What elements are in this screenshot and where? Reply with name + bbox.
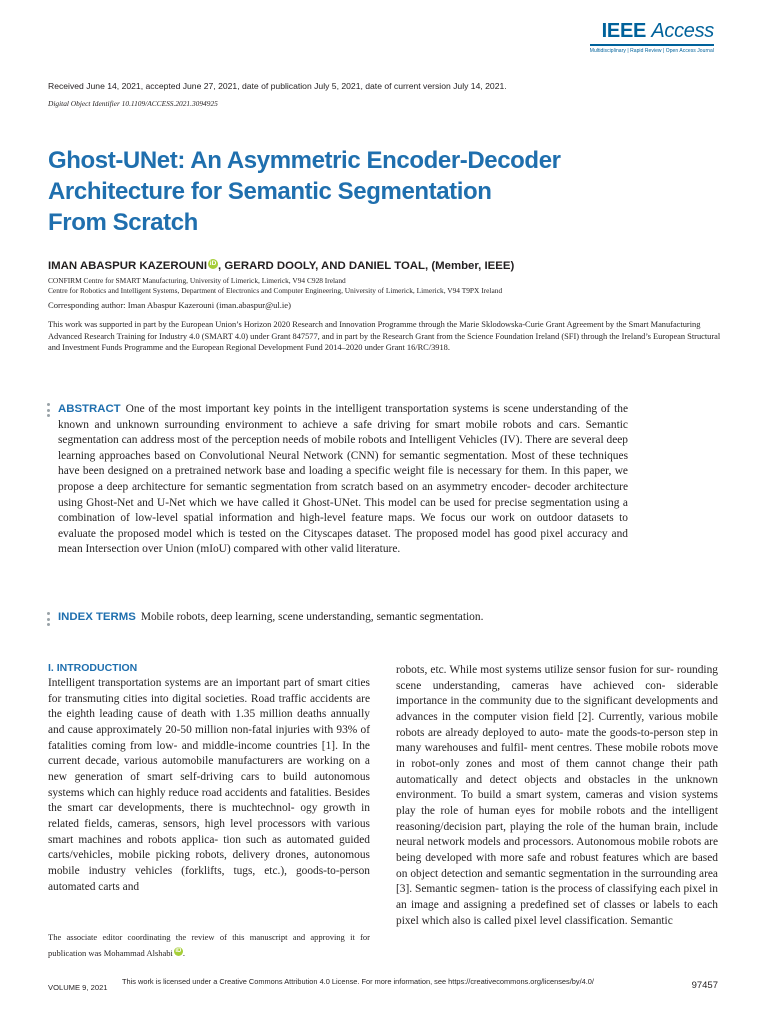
logo-italic: Access — [651, 20, 714, 42]
doi-line: Digital Object Identifier 10.1109/ACCESS.2021.3094925 — [48, 99, 218, 108]
editor-footnote — [48, 930, 370, 961]
paper-title — [48, 145, 688, 238]
title-line-1: Ghost-UNet: An Asymmetric Encoder-Decoder — [48, 147, 561, 174]
first-author: IMAN ABASPUR KAZEROUNI — [48, 260, 208, 272]
index-terms-label: INDEX TERMS — [58, 611, 136, 623]
body-column-right — [396, 663, 718, 929]
intro-paragraph-right: robots, etc. While most systems utilize sensor fusion for sur- rounding scene understanding, cameras have achieved con- siderable importance in the community due to the significant developments and advances in the computer vision field [2]. Currently, various mobile robots are already deployed to auto- mate the goods-to-person step in many warehouses and fulfil- ment centres. These mobile robots move in robot-only zones and most of them cannot change their path automatically and detect objects and obstacles in the unknown environment. To build a smart system, cameras and vision systems play the role of human eyes for mobile robots and the intelligent reasoning/decision part, playing the role of the human brain, include neural network models and processors. Autonomous mobile robots are being developed with more safe and robust features which are based on object detection and semantic segmentation in the surrounding area [3]. Semantic segmen- tation is the process of classifying each pixel in an image and assigning a predefined set of classes or labels to each pixel which also is called pixel level classification. Semantic — [396, 664, 718, 927]
logo-bold: IEEE — [601, 20, 647, 42]
index-terms-marker-icon — [47, 612, 51, 629]
affiliation-1: CONFIRM Centre for SMART Manufacturing, University of Limerick, Limerick, V94 C928 Ireland — [48, 276, 346, 285]
funding-statement: This work was supported in part by the European Union’s Horizon 2020 Research and Innovation Programme through the Marie Sklodowska-Curie Grant Agreement by the Smart Manufacturing Advanced Research Training for Industry 4.0 (SMART 4.0) under Grant 847577, and in part by the Research Grant from the Science Foundation Ireland (SFI) through the Ireland’s European Structural and Investment Funds Programme and the European Regional Development Fund 2014–2020 under Grant 16/RC/3918. — [48, 320, 721, 352]
abstract-text: One of the most important key points in the intelligent transportation systems is scene understanding of the known and unknown surrounding environment to achieve a safe driving for smart mobile robots and cars. Semantic segmentation can address most of the perception needs of mobile robots and Intelligent Vehicles (IV). There are several deep learning approaches based on Convolutional Neural Network (CNN) for semantic segmentation. Most of these techniques have been designed on a pretrained network base and loading a specific weight file is necessary for them. In this paper, we propose a deep architecture for semantic segmentation from scratch based on an asymmetry encoder- decoder architecture using Ghost-Net and U-Net which we have called it Ghost-UNet. This model can be used for precise segmentation using a combination of low-level spatial information and high-level feature maps. We focus our work on outdoor datasets to evaluate the proposed model which is tested on the Cityscapes dataset. The proposed model has good pixel accuracy and mean Intersection over Union (mIoU) compared with other valid literature. — [58, 403, 628, 556]
orcid-icon-editor[interactable]: iD — [175, 947, 182, 954]
body-column-left — [48, 660, 370, 895]
index-terms — [58, 611, 483, 623]
other-authors: , GERARD DOOLY, AND DANIEL TOAL, (Member, IEEE) — [218, 260, 515, 272]
footer-page-number: 97457 — [691, 980, 718, 991]
affiliation-2: Centre for Robotics and Intelligent Systems, Department of Electronics and Computer Engineering, University of Limerick, Limerick, V94 T9PX Ireland — [48, 286, 503, 295]
orcid-icon[interactable]: iD — [209, 260, 217, 267]
logo-tagline: Multidisciplinary | Rapid Review | Open Access Journal — [589, 48, 714, 54]
footer-license: This work is licensed under a Creative Commons Attribution 4.0 License. For more information, see https://creativecommons.org/licenses/by/4.0/ — [122, 977, 594, 986]
journal-logo — [590, 20, 714, 54]
index-terms-text: Mobile robots, deep learning, scene understanding, semantic segmentation. — [140, 611, 484, 623]
footer-volume: VOLUME 9, 2021 — [48, 983, 108, 992]
title-line-2: Architecture for Semantic Segmentation — [48, 178, 492, 205]
title-line-3: From Scratch — [48, 209, 198, 236]
corresponding-author: Corresponding author: Iman Abaspur Kazerouni (iman.abaspur@ul.ie) — [48, 300, 291, 310]
logo-rule — [590, 44, 714, 46]
abstract — [58, 402, 628, 558]
author-list — [48, 259, 514, 272]
footnote-end: . — [182, 947, 186, 958]
footnote-text: The associate editor coordinating the review of this manuscript and approving it for publication was Mohammad Alshabi — [48, 932, 370, 958]
abstract-label: ABSTRACT — [58, 403, 121, 415]
abstract-marker-icon — [47, 403, 51, 420]
intro-paragraph-left: Intelligent transportation systems are an important part of smart cities for transmuting cities into digital societies. Road traffic accidents are the eighth leading cause of death with 1.35 million deaths annually and cause approximately 20-50 million non-fatal injuries with 93% of fatalities coming from low- and middle-income countries [1]. In the current decade, various automobile manufacturers are working on a new generation of smart self-driving cars to build autonomous systems which can highly reduce road accidents and fatalities. Besides the smart car developments, there is muchtechnol- ogy growth in related fields, cameras, sensors, high level processors with various smart machines and robots applica- tion such as automated guided carts/vehicles, mobile picking robots, delivery drones, autonomous mobile industry vehicles (forklifts, tugs, etc.), goods-to-person automated carts and — [48, 677, 370, 893]
section-heading: I. INTRODUCTION — [48, 662, 138, 674]
received-dates: Received June 14, 2021, accepted June 27, 2021, date of publication July 5, 2021, date of current version July 14, 2021. — [48, 81, 507, 91]
